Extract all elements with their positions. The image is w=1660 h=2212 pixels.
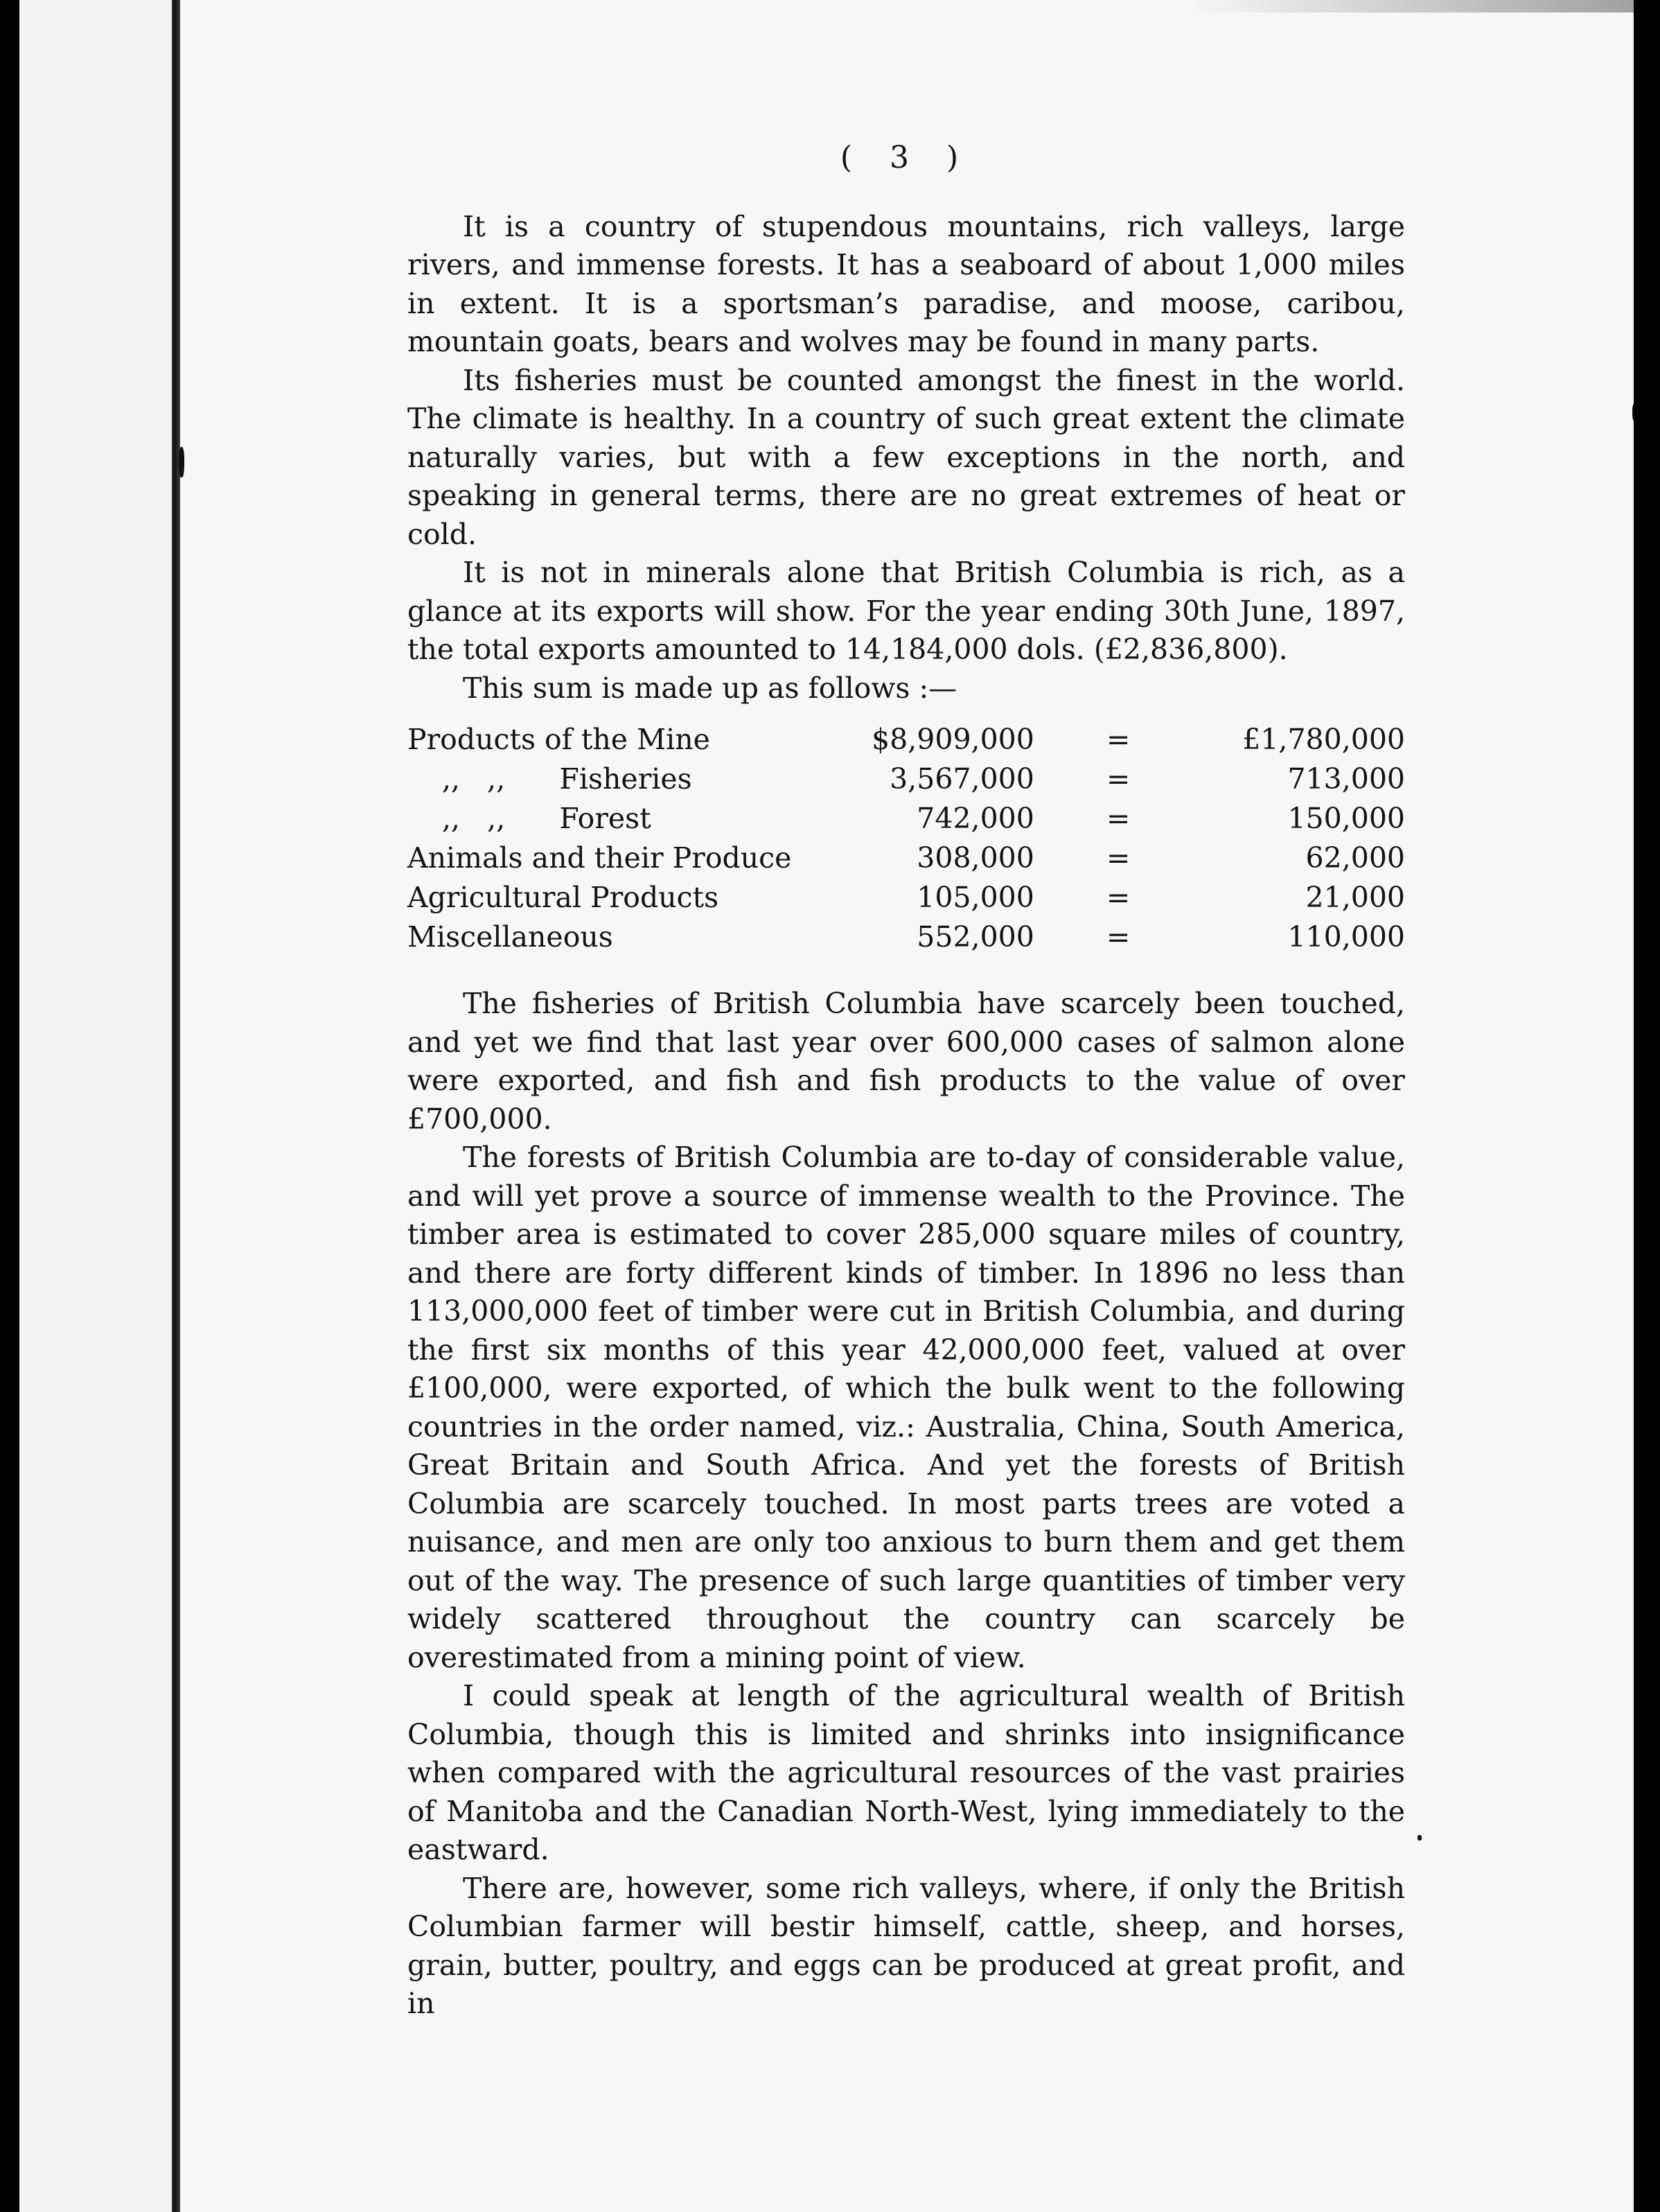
equals-sign: =	[1106, 723, 1131, 756]
scanned-page	[19, 0, 1634, 2212]
equals-sign: =	[1106, 841, 1131, 875]
equals-sign: =	[1106, 881, 1131, 914]
page-text	[407, 139, 1405, 2024]
equals-sign: =	[1106, 920, 1131, 954]
page-number: ( 3 )	[840, 140, 973, 175]
table-row	[407, 878, 1405, 918]
export-dollars: 3,567,000	[890, 762, 1034, 796]
export-pounds: 150,000	[1287, 802, 1405, 835]
paragraph: Its fisheries must be counted amongst the finest in the world. The climate is healthy. In a country of such great extent the climate naturally varies, but with a few exceptions in the north, and speaking in general terms, there are no great extremes of heat or cold.	[407, 363, 1405, 551]
export-dollars: 105,000	[917, 881, 1034, 914]
paragraph: The forests of British Columbia are to-day of considerable value, and will yet prove a source of immense wealth to the Province. The timber area is estimated to cover 285,000 square miles of country, and there are forty different kinds of timber. In 1896 no less than 113,000,000 feet of timber were cut in British Columbia, and during the first six months of this year 42,000,000 feet, valued at over £100,000, were exported, of which the bulk went to the following countries in the order named, viz.: Australia, China, South America, Great Britain and South Africa. And yet the forests of British Columbia are scarcely touched. In most parts trees are voted a nuisance, and men are only too anxious to burn them and get them out of the way. The presence of such large quantities of timber very widely scattered throughout the country can scarcely be overestimated from a mining point of view.	[407, 1141, 1405, 1674]
export-dollars: 742,000	[917, 802, 1034, 835]
paragraph: There are, however, some rich valleys, where, if only the British Columbian farmer will bestir himself, cattle, sheep, and horses, grain, butter, poultry, and eggs can be produced at great profit, and in	[407, 1871, 1405, 2020]
export-pounds: 62,000	[1305, 841, 1405, 875]
export-item: Products of the Mine	[407, 723, 710, 756]
export-item: Miscellaneous	[407, 920, 613, 954]
export-dollars: 552,000	[917, 920, 1034, 954]
paragraph: It is a country of stupendous mountains, rich valleys, large rivers, and immense forests. It has a seaboard of about 1,000 miles in extent. It is a sportsman’s paradise, and moose, caribou, mountain goats, bears and wolves may be found in many parts.	[407, 209, 1405, 358]
equals-sign: =	[1106, 762, 1131, 796]
export-item: ,, ,, Forest	[442, 802, 651, 835]
table-row	[407, 799, 1405, 839]
export-dollars: 308,000	[917, 841, 1034, 875]
scan-top-shadow	[1190, 0, 1634, 12]
ink-speck	[179, 447, 184, 477]
export-pounds: 713,000	[1287, 762, 1405, 796]
ink-speck	[1632, 402, 1634, 423]
export-pounds: £1,780,000	[1242, 723, 1405, 756]
exports-table	[407, 720, 1405, 957]
left-page-edge	[19, 0, 172, 2212]
table-row	[407, 839, 1405, 878]
paragraph: I could speak at length of the agricultural wealth of British Columbia, though this is limited and shrinks into insignificance when compared with the agricultural resources of the vast prairies of Manitoba and the Canadian North-West, lying immediately to the eastward.	[407, 1679, 1405, 1866]
export-pounds: 21,000	[1305, 881, 1405, 914]
ink-speck	[1418, 1835, 1422, 1841]
export-dollars: $8,909,000	[872, 723, 1034, 756]
table-row	[407, 760, 1405, 799]
table-row	[407, 918, 1405, 957]
binding-shadow	[172, 0, 180, 2212]
export-pounds: 110,000	[1287, 920, 1405, 954]
export-item: ,, ,, Fisheries	[442, 762, 692, 796]
paragraph: The fisheries of British Columbia have scarcely been touched, and yet we find that last year over 600,000 cases of salmon alone were exported, and fish and fish products to the value of over £700,000.	[407, 987, 1405, 1136]
paragraph: This sum is made up as follows :—	[463, 671, 957, 705]
equals-sign: =	[1106, 802, 1131, 835]
export-item: Animals and their Produce	[407, 841, 792, 875]
table-row	[407, 720, 1405, 760]
paragraph: It is not in minerals alone that British Columbia is rich, as a glance at its exports will show. For the year ending 30th June, 1897, the total exports amounted to 14,184,000 dols. (£2,836,800).	[407, 556, 1405, 666]
export-item: Agricultural Products	[407, 881, 719, 914]
